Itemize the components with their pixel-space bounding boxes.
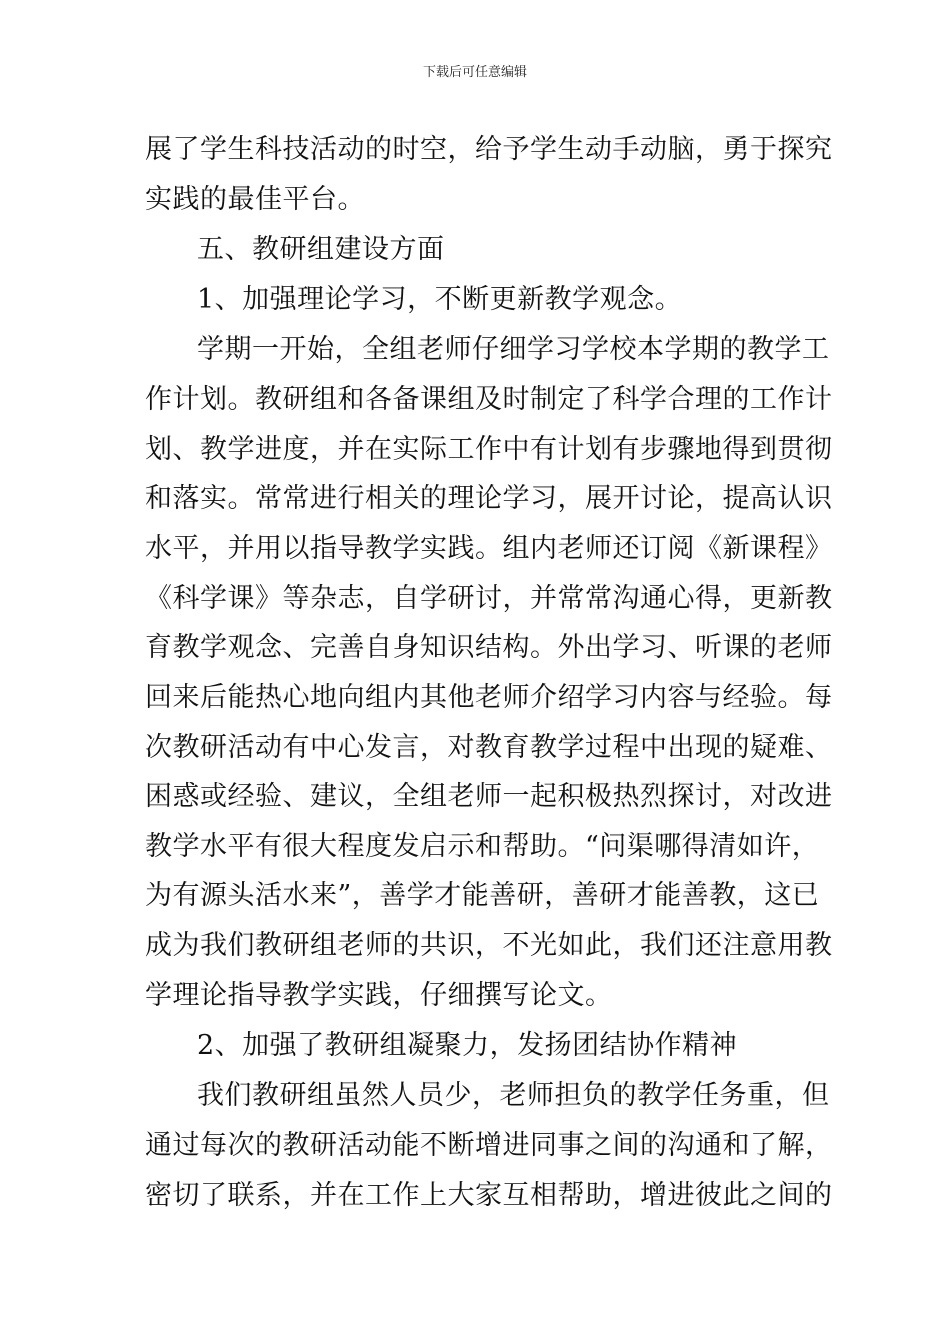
body-line: 困惑或经验、建议，全组老师一起积极热烈探讨，对改进 [145, 781, 833, 812]
section-heading: 五、教研组建设方面 [197, 234, 445, 265]
subsection-heading: 1、加强理论学习，不断更新教学观念。 [197, 284, 683, 315]
body-line: 通过每次的教研活动能不断增进同事之间的沟通和了解， [145, 1130, 833, 1161]
body-line: 展了学生科技活动的时空，给予学生动手动脑，勇于探究 [145, 134, 833, 165]
body-line: 和落实。常常进行相关的理论学习，展开讨论，提高认识 [145, 483, 833, 514]
body-line: 密切了联系，并在工作上大家互相帮助，增进彼此之间的 [145, 1180, 833, 1211]
body-line: 作计划。教研组和各备课组及时制定了科学合理的工作计 [145, 384, 833, 415]
body-line: 我们教研组虽然人员少，老师担负的教学任务重，但 [197, 1080, 830, 1111]
body-line: 回来后能热心地向组内其他老师介绍学习内容与经验。每 [145, 682, 833, 713]
body-line: 学理论指导教学实践，仔细撰写论文。 [145, 980, 613, 1011]
body-line: 学期一开始，全组老师仔细学习学校本学期的教学工 [197, 334, 830, 365]
page-header-note: 下载后可任意编辑 [422, 65, 527, 80]
body-line: 《科学课》等杂志，自学研讨，并常常沟通心得，更新教 [145, 583, 833, 614]
subsection-heading: 2、加强了教研组凝聚力，发扬团结协作精神 [197, 1030, 738, 1061]
body-line: 实践的最佳平台。 [145, 184, 365, 215]
body-line: 教学水平有很大程度发启示和帮助。“问渠哪得清如许， [145, 831, 820, 862]
body-line: 为有源头活水来”，善学才能善研，善研才能善教，这已 [145, 880, 820, 911]
body-line: 育教学观念、完善自身知识结构。外出学习、听课的老师 [145, 632, 833, 663]
body-line: 次教研活动有中心发言，对教育教学过程中出现的疑难、 [145, 732, 833, 763]
body-line: 划、教学进度，并在实际工作中有计划有步骤地得到贯彻 [145, 434, 833, 465]
body-line: 成为我们教研组老师的共识，不光如此，我们还注意用教 [145, 930, 833, 961]
body-line: 水平，并用以指导教学实践。组内老师还订阅《新课程》 [145, 533, 833, 564]
